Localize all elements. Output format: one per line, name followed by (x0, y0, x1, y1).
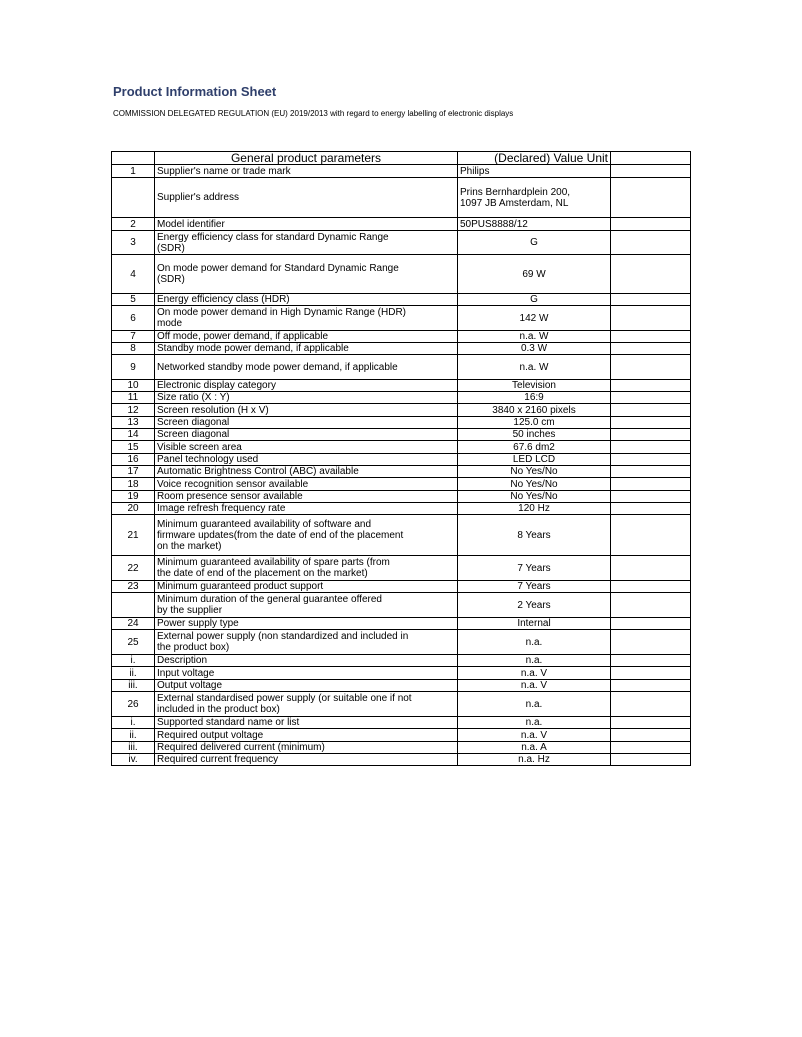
row-empty-cell (611, 717, 691, 729)
row-number-cell: 15 (112, 441, 155, 454)
row-value-cell: Philips (458, 165, 611, 178)
table-row (112, 515, 691, 556)
table-row (112, 306, 691, 331)
row-value-cell: n.a. A (458, 742, 611, 754)
row-parameter-cell: Supplier's name or trade mark (155, 165, 458, 178)
row-parameter-cell: Minimum guaranteed availability of software and firmware updates(from the date of end of the placement on the market) (155, 515, 458, 556)
row-parameter-cell: Required delivered current (minimum) (155, 742, 458, 754)
row-parameter-cell: On mode power demand in High Dynamic Range (HDR) mode (155, 306, 458, 331)
row-parameter-cell: Supported standard name or list (155, 717, 458, 729)
row-number-cell: 21 (112, 515, 155, 556)
table-row (112, 380, 691, 392)
row-parameter-cell: Standby mode power demand, if applicable (155, 343, 458, 355)
row-value-cell: n.a. W (458, 355, 611, 380)
row-number-cell: iv. (112, 754, 155, 766)
row-empty-cell (611, 754, 691, 766)
row-empty-cell (611, 178, 691, 218)
table-row (112, 429, 691, 441)
row-value-cell: 8 Years (458, 515, 611, 556)
row-empty-cell (611, 343, 691, 355)
table-row (112, 742, 691, 754)
row-parameter-cell: Off mode, power demand, if applicable (155, 331, 458, 343)
row-value-cell: 2 Years (458, 593, 611, 618)
row-number-cell: 13 (112, 417, 155, 429)
row-empty-cell (611, 392, 691, 404)
row-empty-cell (611, 618, 691, 630)
row-value-cell: n.a. W (458, 331, 611, 343)
row-number-cell: 8 (112, 343, 155, 355)
row-value-cell: n.a. (458, 692, 611, 717)
row-parameter-cell: Energy efficiency class for standard Dynamic Range (SDR) (155, 231, 458, 255)
row-empty-cell (611, 306, 691, 331)
row-empty-cell (611, 581, 691, 593)
row-empty-cell (611, 331, 691, 343)
table-row (112, 692, 691, 717)
row-empty-cell (611, 655, 691, 667)
row-value-cell: Television (458, 380, 611, 392)
table-row (112, 294, 691, 306)
row-value-cell: 67.6 dm2 (458, 441, 611, 454)
row-value-cell: 50 inches (458, 429, 611, 441)
page-subtitle: COMMISSION DELEGATED REGULATION (EU) 2019/2013 with regard to energy labelling of electronic displays (113, 109, 514, 118)
row-number-cell: i. (112, 655, 155, 667)
table-row (112, 581, 691, 593)
row-empty-cell (611, 441, 691, 454)
page-title: Product Information Sheet (113, 84, 277, 99)
row-value-cell: 16:9 (458, 392, 611, 404)
row-number-cell: 18 (112, 478, 155, 491)
row-parameter-cell: On mode power demand for Standard Dynamic Range (SDR) (155, 255, 458, 294)
row-number-cell: 9 (112, 355, 155, 380)
row-number-cell: 22 (112, 556, 155, 581)
row-empty-cell (611, 478, 691, 491)
row-number-cell: 17 (112, 466, 155, 478)
product-info-table (111, 151, 691, 766)
row-number-cell: 12 (112, 404, 155, 417)
row-number-cell: 5 (112, 294, 155, 306)
table-row (112, 729, 691, 742)
table-row (112, 754, 691, 766)
row-empty-cell (611, 515, 691, 556)
header-empty-cell (611, 152, 691, 165)
row-parameter-cell: Minimum guaranteed product support (155, 581, 458, 593)
table-row (112, 667, 691, 680)
row-value-cell: 0.3 W (458, 343, 611, 355)
row-parameter-cell: Minimum duration of the general guarantee offered by the supplier (155, 593, 458, 618)
row-value-cell: n.a. V (458, 667, 611, 680)
row-number-cell: 10 (112, 380, 155, 392)
table-row (112, 165, 691, 178)
row-number-cell: 19 (112, 491, 155, 503)
row-parameter-cell: Electronic display category (155, 380, 458, 392)
row-number-cell: ii. (112, 667, 155, 680)
row-empty-cell (611, 466, 691, 478)
row-value-cell: Prins Bernhardplein 200, 1097 JB Amsterdam, NL (458, 178, 611, 218)
row-parameter-cell: Description (155, 655, 458, 667)
row-value-cell: 3840 x 2160 pixels (458, 404, 611, 417)
table-row (112, 478, 691, 491)
row-parameter-cell: Networked standby mode power demand, if applicable (155, 355, 458, 380)
table-row (112, 454, 691, 466)
row-parameter-cell: Screen resolution (H x V) (155, 404, 458, 417)
row-empty-cell (611, 218, 691, 231)
row-empty-cell (611, 355, 691, 380)
row-number-cell: 26 (112, 692, 155, 717)
table-row (112, 491, 691, 503)
row-value-cell: n.a. (458, 717, 611, 729)
row-value-cell: LED LCD (458, 454, 611, 466)
row-number-cell: 3 (112, 231, 155, 255)
row-number-cell: iii. (112, 680, 155, 692)
row-number-cell (112, 593, 155, 618)
row-number-cell: 6 (112, 306, 155, 331)
row-value-cell: No Yes/No (458, 478, 611, 491)
row-empty-cell (611, 692, 691, 717)
table-row (112, 392, 691, 404)
row-empty-cell (611, 742, 691, 754)
row-parameter-cell: Model identifier (155, 218, 458, 231)
header-param-cell: General product parameters (155, 152, 458, 165)
row-parameter-cell: Power supply type (155, 618, 458, 630)
row-parameter-cell: Required current frequency (155, 754, 458, 766)
row-value-cell: 125.0 cm (458, 417, 611, 429)
row-parameter-cell: Minimum guaranteed availability of spare parts (from the date of end of the placement on the market) (155, 556, 458, 581)
row-number-cell: 23 (112, 581, 155, 593)
row-number-cell: iii. (112, 742, 155, 754)
table-row (112, 466, 691, 478)
row-number-cell: 16 (112, 454, 155, 466)
row-parameter-cell: Input voltage (155, 667, 458, 680)
row-number-cell: 24 (112, 618, 155, 630)
row-parameter-cell: Panel technology used (155, 454, 458, 466)
row-parameter-cell: Energy efficiency class (HDR) (155, 294, 458, 306)
row-empty-cell (611, 680, 691, 692)
row-parameter-cell: Supplier's address (155, 178, 458, 218)
table-row (112, 503, 691, 515)
row-empty-cell (611, 630, 691, 655)
row-number-cell (112, 178, 155, 218)
row-value-cell: No Yes/No (458, 491, 611, 503)
row-empty-cell (611, 556, 691, 581)
table-row (112, 441, 691, 454)
row-value-cell: 120 Hz (458, 503, 611, 515)
row-empty-cell (611, 231, 691, 255)
table-row (112, 618, 691, 630)
row-parameter-cell: Voice recognition sensor available (155, 478, 458, 491)
row-parameter-cell: Size ratio (X : Y) (155, 392, 458, 404)
row-parameter-cell: External standardised power supply (or suitable one if not included in the product box) (155, 692, 458, 717)
row-value-cell: n.a. (458, 630, 611, 655)
row-number-cell: 2 (112, 218, 155, 231)
row-empty-cell (611, 503, 691, 515)
row-parameter-cell: Screen diagonal (155, 429, 458, 441)
table-row (112, 231, 691, 255)
table-row (112, 717, 691, 729)
row-value-cell: 142 W (458, 306, 611, 331)
row-parameter-cell: Automatic Brightness Control (ABC) available (155, 466, 458, 478)
table-row (112, 417, 691, 429)
row-number-cell: 7 (112, 331, 155, 343)
row-value-cell: 7 Years (458, 556, 611, 581)
row-value-cell: Internal (458, 618, 611, 630)
row-number-cell: 20 (112, 503, 155, 515)
row-number-cell: i. (112, 717, 155, 729)
row-value-cell: No Yes/No (458, 466, 611, 478)
row-empty-cell (611, 255, 691, 294)
row-empty-cell (611, 454, 691, 466)
header-num-cell (112, 152, 155, 165)
row-parameter-cell: Visible screen area (155, 441, 458, 454)
row-empty-cell (611, 404, 691, 417)
table-row (112, 218, 691, 231)
row-number-cell: 11 (112, 392, 155, 404)
row-number-cell: 25 (112, 630, 155, 655)
row-parameter-cell: Room presence sensor available (155, 491, 458, 503)
row-value-cell: 7 Years (458, 581, 611, 593)
row-empty-cell (611, 380, 691, 392)
row-parameter-cell: External power supply (non standardized and included in the product box) (155, 630, 458, 655)
row-number-cell: 14 (112, 429, 155, 441)
header-value-cell: (Declared) Value Unit (458, 152, 611, 165)
table-header-row (112, 152, 691, 165)
row-parameter-cell: Screen diagonal (155, 417, 458, 429)
row-value-cell: n.a. V (458, 729, 611, 742)
table-row (112, 630, 691, 655)
row-empty-cell (611, 491, 691, 503)
table-row (112, 680, 691, 692)
table-row (112, 343, 691, 355)
row-value-cell: n.a. (458, 655, 611, 667)
row-value-cell: G (458, 231, 611, 255)
table-row (112, 178, 691, 218)
row-value-cell: 50PUS8888/12 (458, 218, 611, 231)
row-empty-cell (611, 429, 691, 441)
row-empty-cell (611, 593, 691, 618)
row-value-cell: n.a. Hz (458, 754, 611, 766)
row-empty-cell (611, 165, 691, 178)
row-empty-cell (611, 729, 691, 742)
table-row (112, 331, 691, 343)
table-row (112, 655, 691, 667)
row-value-cell: n.a. V (458, 680, 611, 692)
row-parameter-cell: Output voltage (155, 680, 458, 692)
row-parameter-cell: Required output voltage (155, 729, 458, 742)
row-number-cell: 4 (112, 255, 155, 294)
table-row (112, 556, 691, 581)
row-empty-cell (611, 417, 691, 429)
row-empty-cell (611, 294, 691, 306)
row-number-cell: ii. (112, 729, 155, 742)
row-number-cell: 1 (112, 165, 155, 178)
row-value-cell: G (458, 294, 611, 306)
row-parameter-cell: Image refresh frequency rate (155, 503, 458, 515)
table-row (112, 255, 691, 294)
row-value-cell: 69 W (458, 255, 611, 294)
row-empty-cell (611, 667, 691, 680)
table-row (112, 355, 691, 380)
table-row (112, 404, 691, 417)
table-row (112, 593, 691, 618)
